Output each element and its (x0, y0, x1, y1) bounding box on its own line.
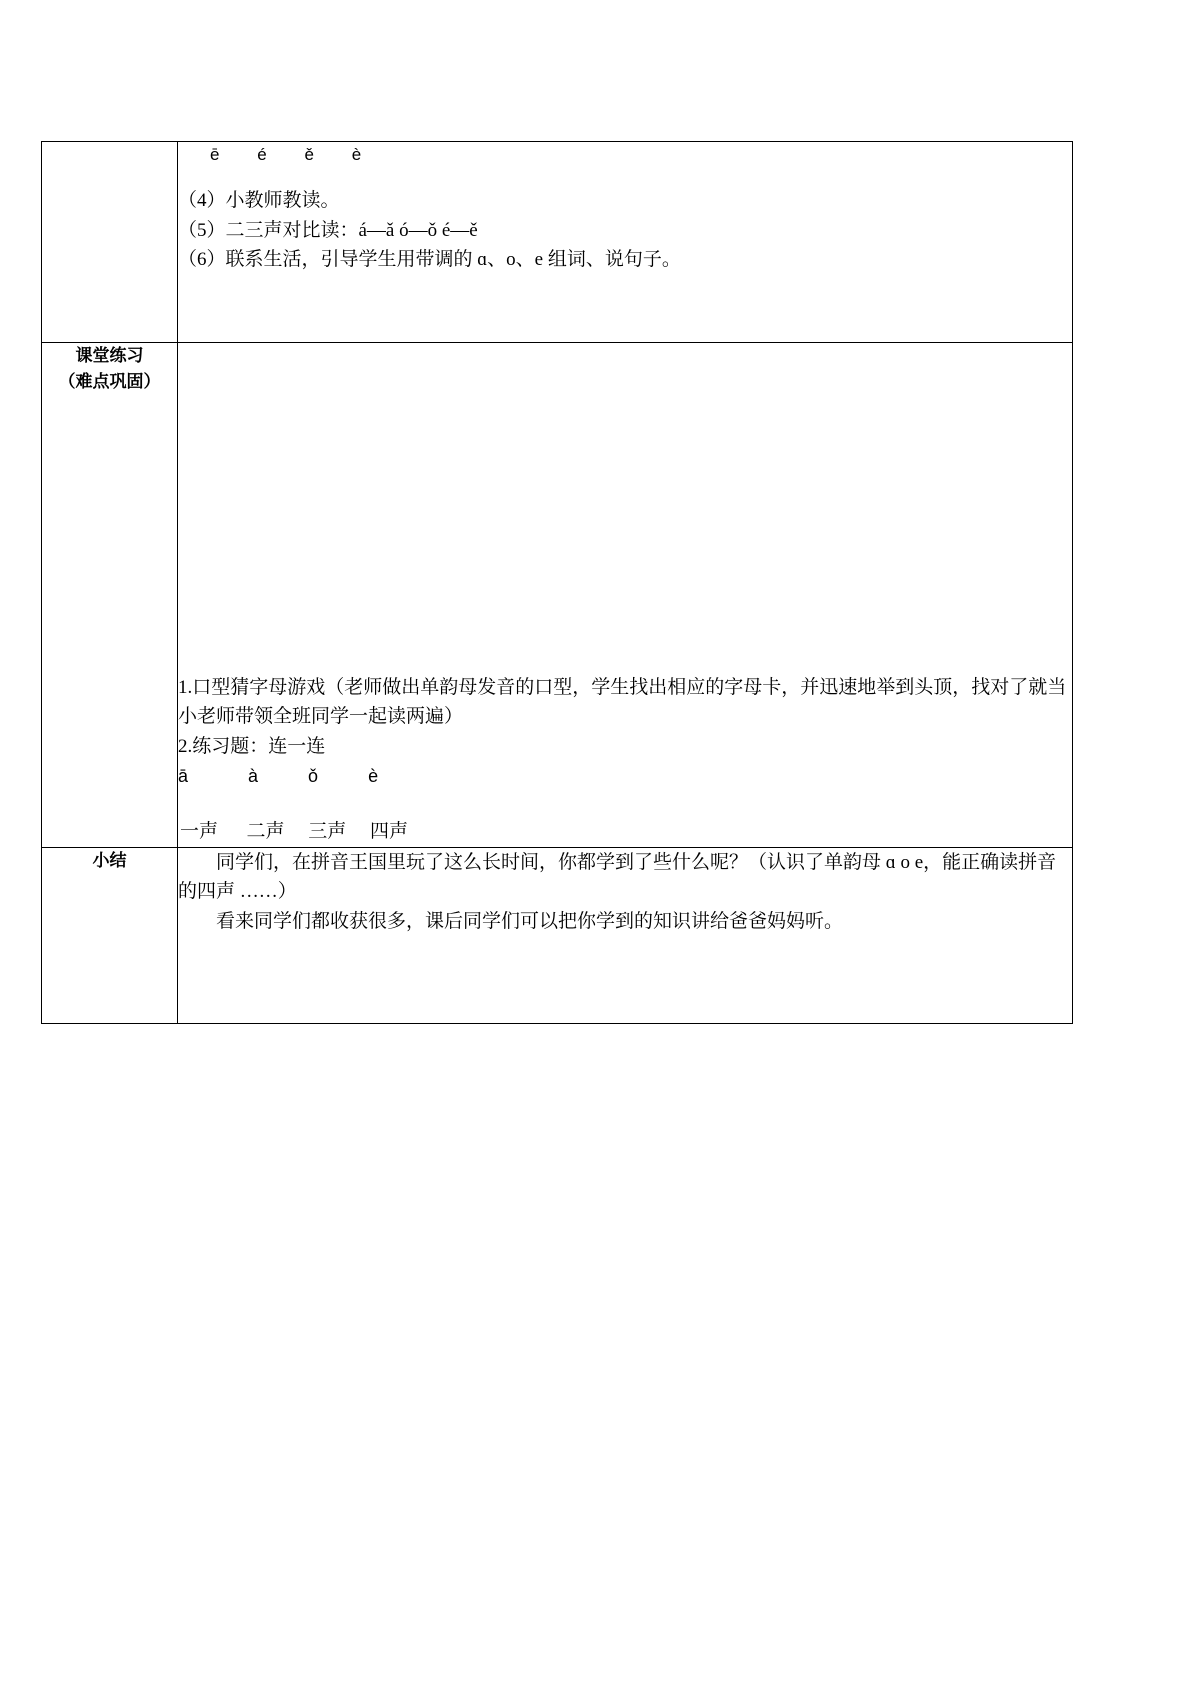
row-label-empty (42, 142, 178, 343)
label-line-2: （难点巩固） (58, 371, 161, 391)
pinyin-tones-e: ē é ě è (210, 145, 362, 164)
row-content-classroom-practice (178, 343, 1073, 848)
row-content-teaching-steps (178, 142, 1073, 343)
row-label-classroom-practice (42, 343, 178, 848)
row-content-summary (178, 847, 1073, 1023)
matching-tone-names-row: 一声 二声 三声 四声 (180, 821, 409, 843)
table-row (42, 142, 1073, 343)
practice-item-2: 2.练习题：连一连 (178, 735, 326, 757)
table-row (42, 343, 1073, 848)
step-6-line: （6）联系生活，引导学生用带调的 ɑ、o、e 组词、说句子。 (178, 249, 681, 271)
step-4-line: （4）小教师教读。 (178, 190, 340, 212)
summary-paragraph-2: 看来同学们都收获很多，课后同学们可以把你学到的知识讲给爸爸妈妈听。 (216, 910, 844, 932)
summary-paragraph-1: 同学们，在拼音王国里玩了这么长时间，你都学到了些什么呢？（认识了单韵母 ɑ o e，能正确读拼音的四声 ……） (178, 851, 1057, 903)
matching-pinyin-row: ā à ǒ è (178, 766, 379, 787)
practice-item-1: 1.口型猜字母游戏（老师做出单韵母发音的口型，学生找出相应的字母卡，并迅速地举到头顶，找对了就当小老师带领全班同学一起读两遍） (178, 677, 1067, 728)
label-line-1: 课堂练习 (75, 346, 144, 365)
row-label-summary: 小结 (42, 847, 178, 1023)
table-row (42, 847, 1073, 1023)
lesson-plan-table (41, 141, 1073, 1024)
step-5-line: （5）二三声对比读：á—ǎ ó—ǒ é—ě (178, 219, 478, 241)
